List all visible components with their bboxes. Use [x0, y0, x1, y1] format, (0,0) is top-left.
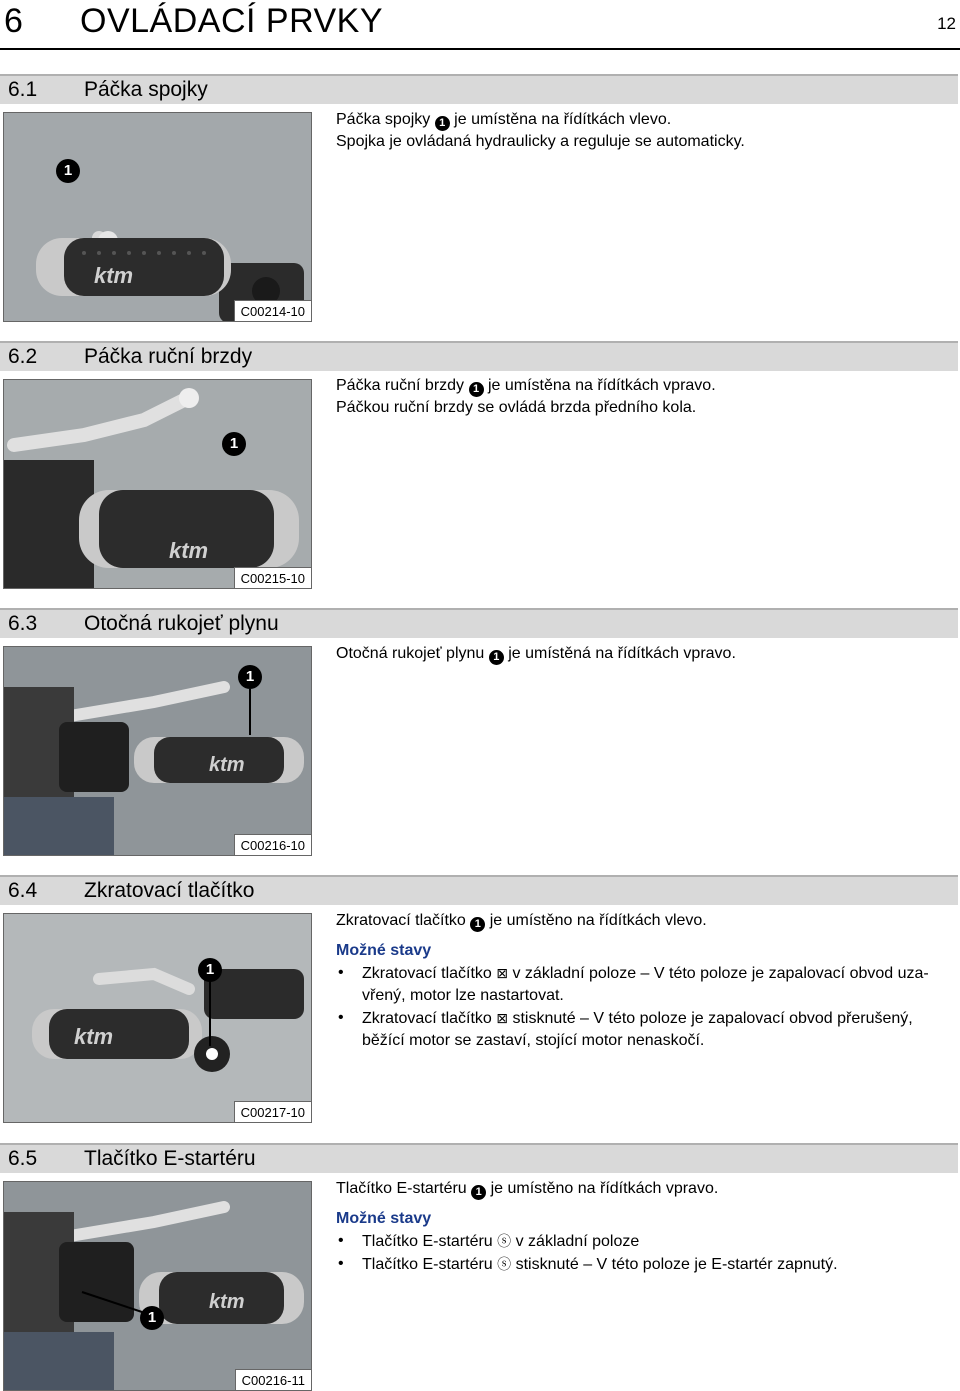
starter-icon: ⓢ [497, 1233, 512, 1249]
svg-text:ktm: ktm [94, 263, 134, 288]
callout-1: 1 [56, 159, 80, 183]
photo-electric-starter [3, 1181, 312, 1391]
photo-throttle-grip [3, 646, 312, 856]
description-line: Otočná rukojeť plynu 1 je umístěná na řídítkách vpravo. [336, 645, 736, 663]
clutch-lever-illustration [4, 113, 312, 322]
description-line: Páčka spojky 1 je umístěna na řídítkách vlevo. [336, 111, 672, 129]
section-number: 6.3 [8, 612, 38, 635]
section-number: 6.4 [8, 879, 38, 902]
svg-text:ktm: ktm [209, 754, 245, 776]
photo-clutch-lever [3, 112, 312, 322]
description-line: Spojka je ovládaná hydraulicky a reguluje se automaticky. [336, 133, 745, 150]
section-header-6-5 [0, 1143, 958, 1173]
bullet: • [338, 1255, 344, 1272]
callout-marker: 1 [471, 1185, 486, 1200]
svg-text:ktm: ktm [209, 1291, 245, 1313]
section-text-6-2 [336, 375, 946, 419]
svg-text:ktm: ktm [74, 1024, 114, 1049]
bullet: • [338, 1009, 344, 1026]
page-number: 12 [937, 14, 956, 33]
section-title: Páčka spojky [84, 78, 208, 101]
photo-code: C00216-10 [234, 834, 311, 855]
svg-text:ktm: ktm [169, 538, 209, 563]
photo-code: C00214-10 [234, 300, 311, 321]
section-header-6-3 [0, 608, 958, 638]
description-line: Páčkou ruční brzdy se ovládá brzda předního kola. [336, 399, 697, 416]
callout-1: 1 [222, 432, 246, 456]
kill-switch-icon: ⊠ [496, 965, 509, 981]
list-item: • Zkratovací tlačítko ⊠ v základní poloze – V této poloze je zapalovací obvod uza- vřený, motor lze nastartovat. [338, 964, 929, 1004]
section-header-6-4 [0, 875, 958, 905]
list-item: • Zkratovací tlačítko ⊠ stisknuté – V této poloze je zapalovací obvod přerušený, běžící motor se zastaví, stojící motor nenaskočí. [338, 1009, 913, 1049]
starter-button-illustration [4, 1182, 312, 1391]
bullet: • [338, 964, 344, 981]
possible-states-heading: Možné stavy [336, 1210, 432, 1227]
section-text-6-1 [336, 109, 946, 153]
description-line: Zkratovací tlačítko 1 je umístěno na řídítkách vlevo. [336, 912, 707, 930]
chapter-title: OVLÁDACÍ PRVKY [80, 2, 384, 40]
bullet: • [338, 1232, 344, 1249]
section-title: Tlačítko E-startéru [84, 1147, 256, 1170]
callout-marker: 1 [470, 917, 485, 932]
brake-lever-illustration [4, 380, 312, 589]
section-text-6-3 [336, 643, 946, 665]
header-rule [0, 48, 960, 50]
chapter-number: 6 [4, 2, 23, 40]
photo-kill-switch [3, 913, 312, 1123]
section-title: Otočná rukojeť plynu [84, 612, 279, 635]
description-line: Páčka ruční brzdy 1 je umístěna na řídítkách vpravo. [336, 377, 716, 395]
section-text-6-4 [336, 910, 946, 1052]
section-header-6-1 [0, 74, 958, 104]
section-text-6-5 [336, 1178, 946, 1276]
starter-icon: ⓢ [497, 1256, 512, 1272]
callout-1: 1 [140, 1306, 164, 1330]
section-title: Zkratovací tlačítko [84, 879, 255, 902]
section-header-6-2 [0, 341, 958, 371]
callout-marker: 1 [435, 116, 450, 131]
callout-marker: 1 [489, 650, 504, 665]
list-item: • Tlačítko E-startéru ⓢ v základní poloze [338, 1232, 640, 1250]
callout-marker: 1 [469, 382, 484, 397]
section-number: 6.5 [8, 1147, 38, 1170]
list-item: • Tlačítko E-startéru ⓢ stisknuté – V této poloze je E-startér zapnutý. [338, 1255, 838, 1273]
section-number: 6.2 [8, 345, 38, 368]
section-number: 6.1 [8, 78, 38, 101]
photo-brake-lever [3, 379, 312, 589]
possible-states-heading: Možné stavy [336, 942, 432, 959]
section-title: Páčka ruční brzdy [84, 345, 253, 368]
callout-1: 1 [238, 665, 262, 689]
states-list [336, 1230, 946, 1276]
kill-switch-illustration [4, 914, 312, 1123]
description-line: Tlačítko E-startéru 1 je umístěno na řídítkách vpravo. [336, 1180, 719, 1198]
photo-code: C00215-10 [234, 567, 311, 588]
kill-switch-icon: ⊠ [496, 1010, 509, 1026]
throttle-grip-illustration [4, 647, 312, 856]
photo-code: C00216-11 [235, 1369, 311, 1390]
photo-code: C00217-10 [234, 1101, 311, 1122]
states-list [336, 962, 946, 1052]
callout-1: 1 [198, 958, 222, 982]
